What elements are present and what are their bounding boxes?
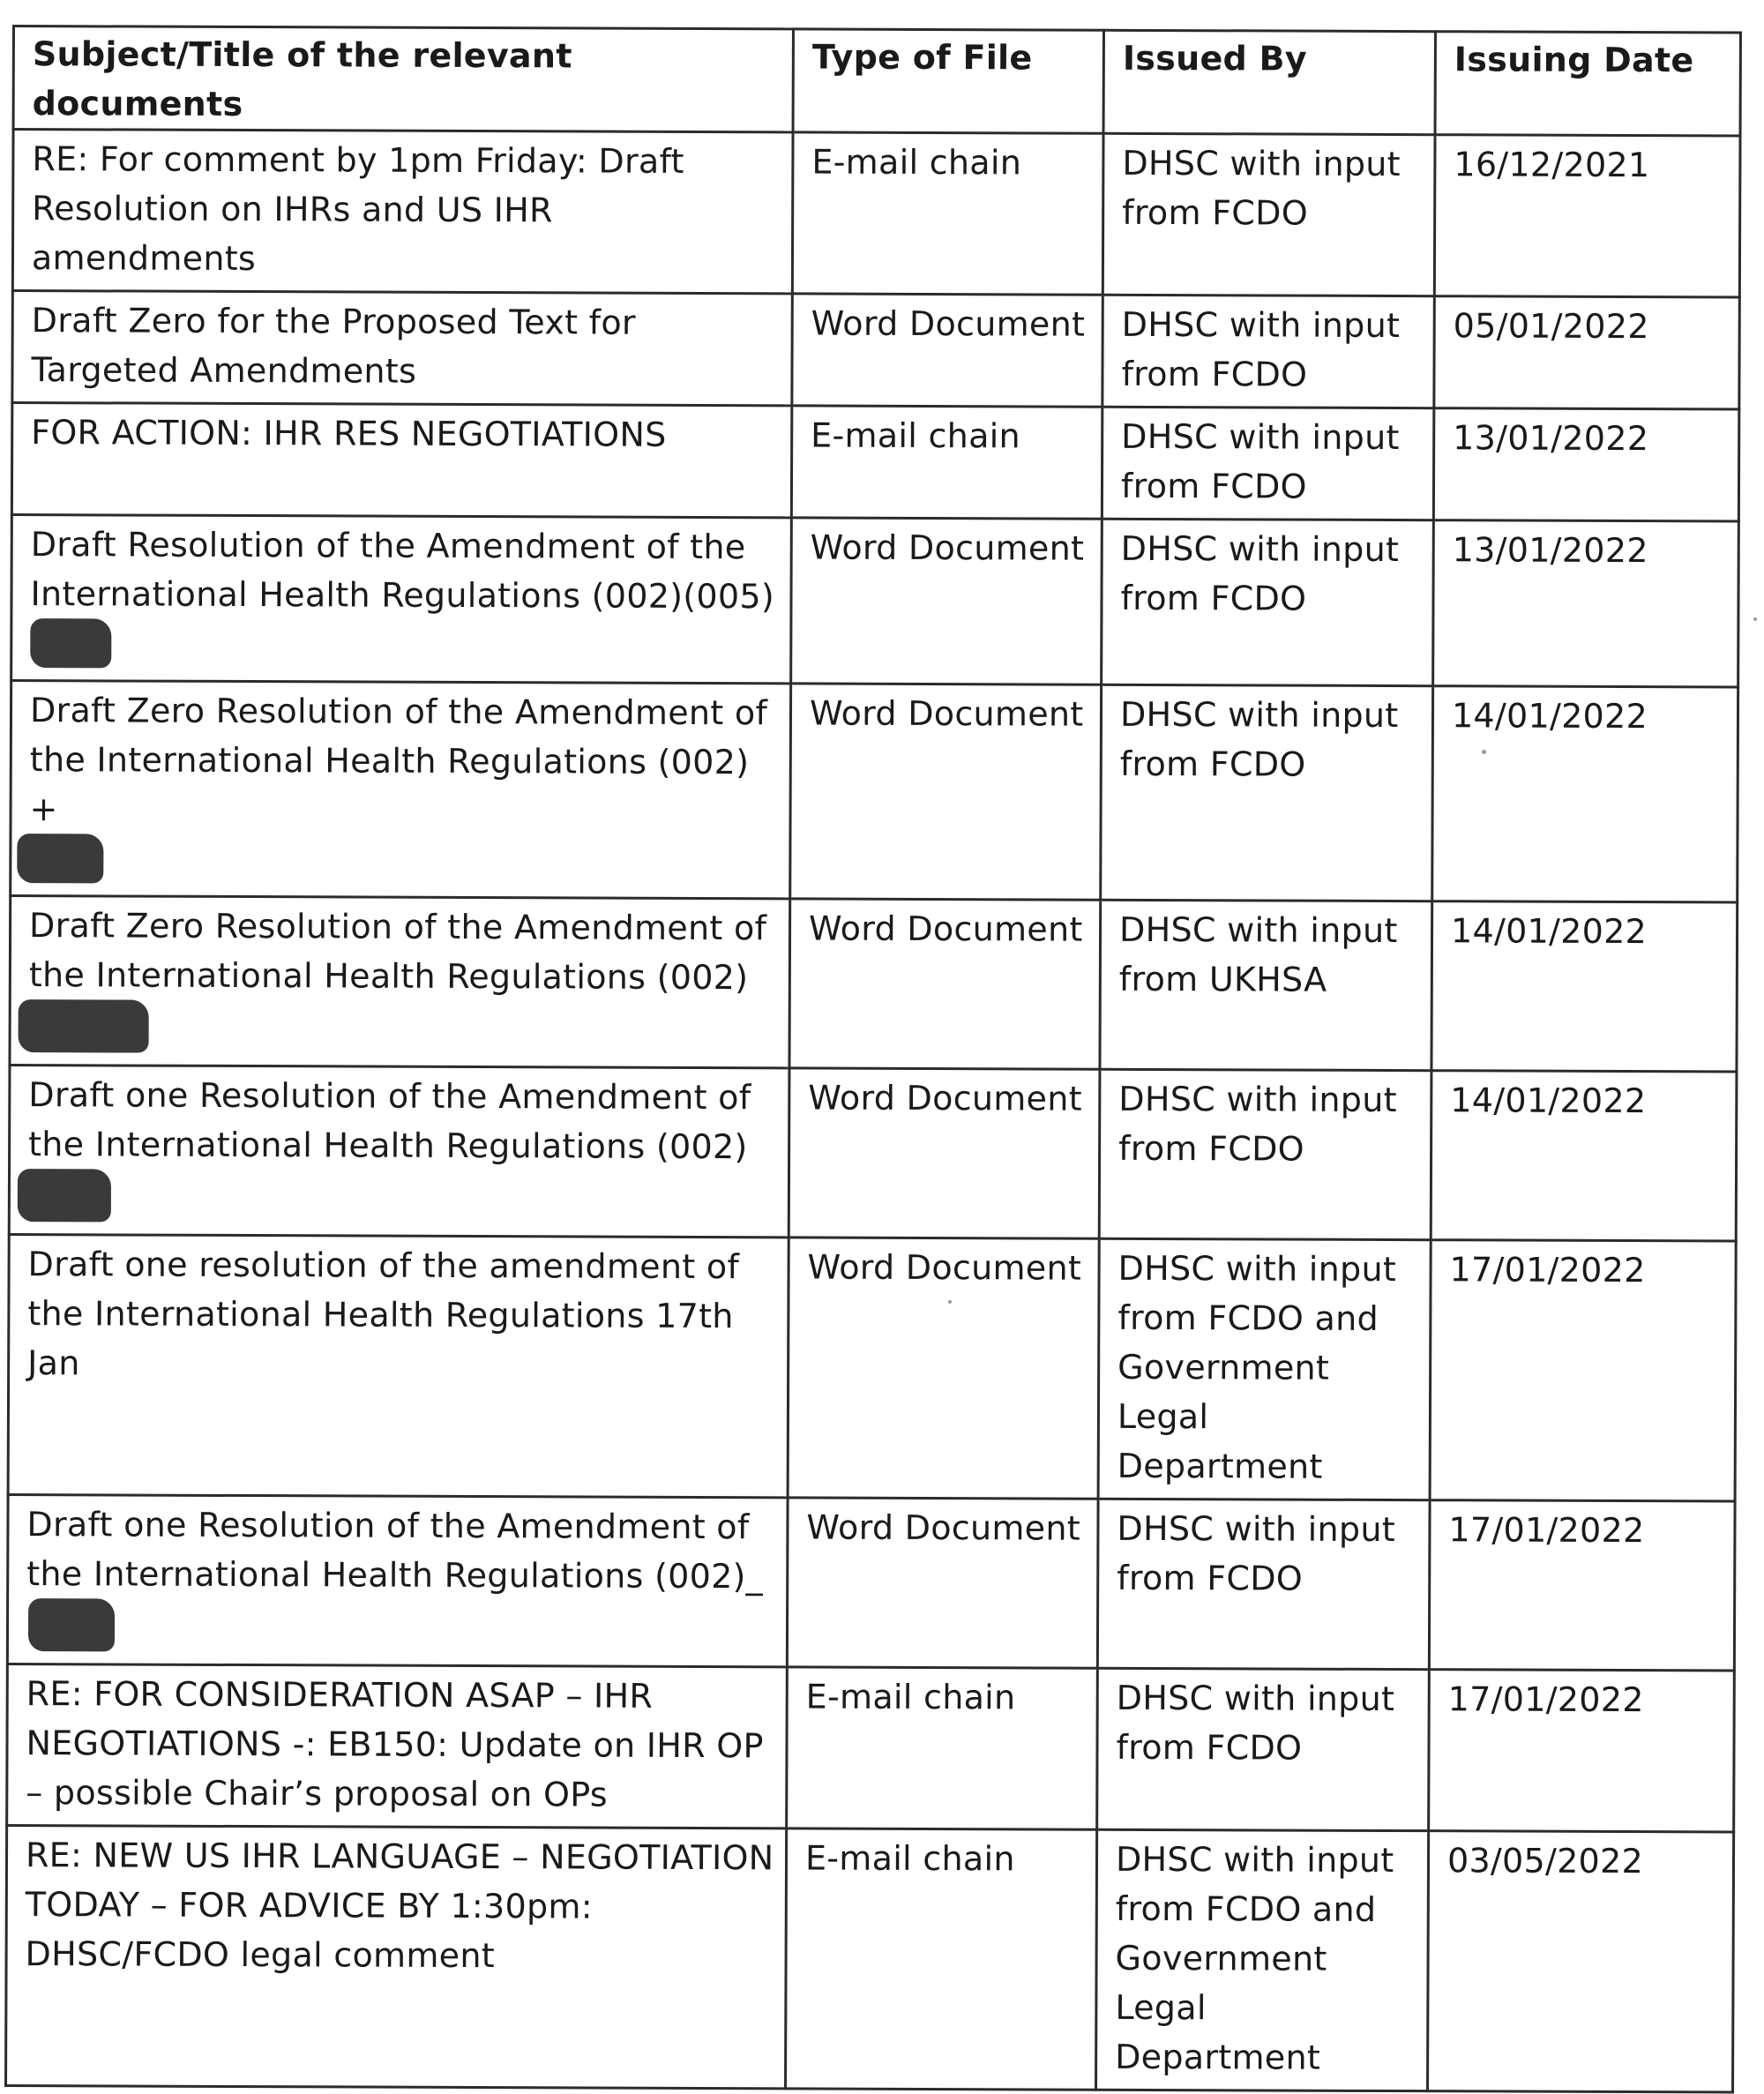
cell-issued-by: DHSC with input from FCDO [1097,1499,1430,1669]
scan-speck [948,1300,952,1304]
header-type: Type of File [793,29,1103,133]
cell-issued-by: DHSC with input from FCDO [1097,1668,1430,1830]
cell-subject [11,403,791,518]
cell-type: E-mail chain [791,406,1102,519]
cell-issued-by: DHSC with input from FCDO and Government Legal Department [1096,1829,1429,2090]
cell-type: E-mail chain [787,1667,1098,1829]
table-row [9,1065,1737,1241]
table-row [12,291,1739,410]
scan-speck [1482,750,1486,754]
table-row [11,403,1738,522]
subject-text: Draft Zero for the Proposed Text for Targeted Amendments [31,301,636,391]
cell-issued-by: DHSC with input from FCDO and Government Legal Department [1098,1238,1431,1499]
cell-subject [7,1494,788,1666]
cell-subject [7,1664,788,1828]
cell-date: 03/05/2022 [1428,1831,1734,2092]
cell-subject [10,895,790,1067]
subject-text: Draft Zero Resolution of the Amendment of the International Health Regulations (002) [28,906,767,998]
subject-text: FOR ACTION: IHR RES NEGOTIATIONS [31,413,667,454]
subject-text: Draft one Resolution of the Amendment of the International Health Regulations (002) [28,1075,751,1167]
subject-text: RE: NEW US IHR LANGUAGE – NEGOTIATION TODAY – FOR ADVICE BY 1:30pm: DHSC/FCDO legal comment [25,1836,774,1976]
cell-subject [12,130,793,294]
table-header-row [13,26,1740,137]
cell-type: Word Document [789,899,1101,1069]
header-issued-by: Issued By [1103,30,1435,134]
cell-subject [11,515,792,684]
cell-date: 16/12/2021 [1434,135,1740,297]
table-row [7,1494,1735,1671]
cell-date: 14/01/2022 [1432,686,1738,902]
cell-date: 13/01/2022 [1433,520,1739,687]
cell-type: Word Document [789,1068,1100,1238]
cell-subject [11,681,791,899]
cell-issued-by: DHSC with input from FCDO [1102,407,1433,520]
cell-type: Word Document [791,518,1102,684]
cell-type: Word Document [792,294,1102,407]
table-row [6,1825,1734,2092]
table-row [7,1664,1735,1832]
header-subject: Subject/Title of the relevant documents [13,26,793,132]
cell-type: E-mail chain [792,132,1103,295]
redaction-mark [18,1169,111,1222]
cell-date: 14/01/2022 [1431,901,1738,1072]
cell-type: E-mail chain [786,1829,1097,2090]
redaction-mark [17,834,103,883]
cell-subject [12,291,792,406]
redaction-mark [28,1598,115,1651]
cell-type: Word Document [788,1238,1099,1499]
header-date: Issuing Date [1435,32,1740,136]
scan-speck [1753,617,1757,621]
table-row [11,681,1738,903]
cell-issued-by: DHSC with input from FCDO [1102,519,1434,685]
cell-issued-by: DHSC with input from FCDO [1102,295,1434,408]
subject-text: Draft one resolution of the amendment of the International Health Regulations 17th Jan [27,1245,740,1383]
document-page [12,25,1739,2087]
subject-text: RE: FOR CONSIDERATION ASAP – IHR NEGOTIATIONS -: EB150: Update on IHR OP – possible Chair’s proposal on OPs [26,1674,764,1814]
subject-text: Draft Zero Resolution of the Amendment of the International Health Regulations (002) + [29,691,768,829]
cell-subject [6,1825,787,2088]
subject-text: Draft one Resolution of the Amendment of the International Health Regulations (002)_ [26,1505,764,1597]
cell-type: Word Document [790,684,1102,900]
cell-date: 05/01/2022 [1434,296,1739,409]
cell-issued-by: DHSC with input from FCDO [1102,133,1435,295]
subject-text: Draft Resolution of the Amendment of the International Health Regulations (002)(005) [30,525,775,617]
cell-date: 14/01/2022 [1431,1071,1737,1241]
redaction-mark [19,999,149,1053]
documents-table [4,25,1742,2094]
cell-issued-by: DHSC with input from FCDO [1101,684,1433,901]
cell-date: 17/01/2022 [1430,1240,1736,1501]
cell-issued-by: DHSC with input from UKHSA [1100,900,1432,1070]
table-row [8,1234,1736,1501]
cell-date: 17/01/2022 [1429,1670,1735,1832]
cell-date: 13/01/2022 [1433,408,1738,521]
table-row [11,515,1739,688]
table-row [10,895,1738,1072]
cell-subject [9,1065,789,1237]
redaction-mark [30,618,111,668]
table-row [12,130,1740,298]
subject-text: RE: For comment by 1pm Friday: Draft Resolution on IHRs and US IHR amendments [31,139,684,279]
cell-type: Word Document [787,1498,1098,1668]
cell-date: 17/01/2022 [1429,1500,1735,1671]
cell-issued-by: DHSC with input from FCDO [1099,1069,1431,1239]
cell-subject [8,1234,789,1497]
